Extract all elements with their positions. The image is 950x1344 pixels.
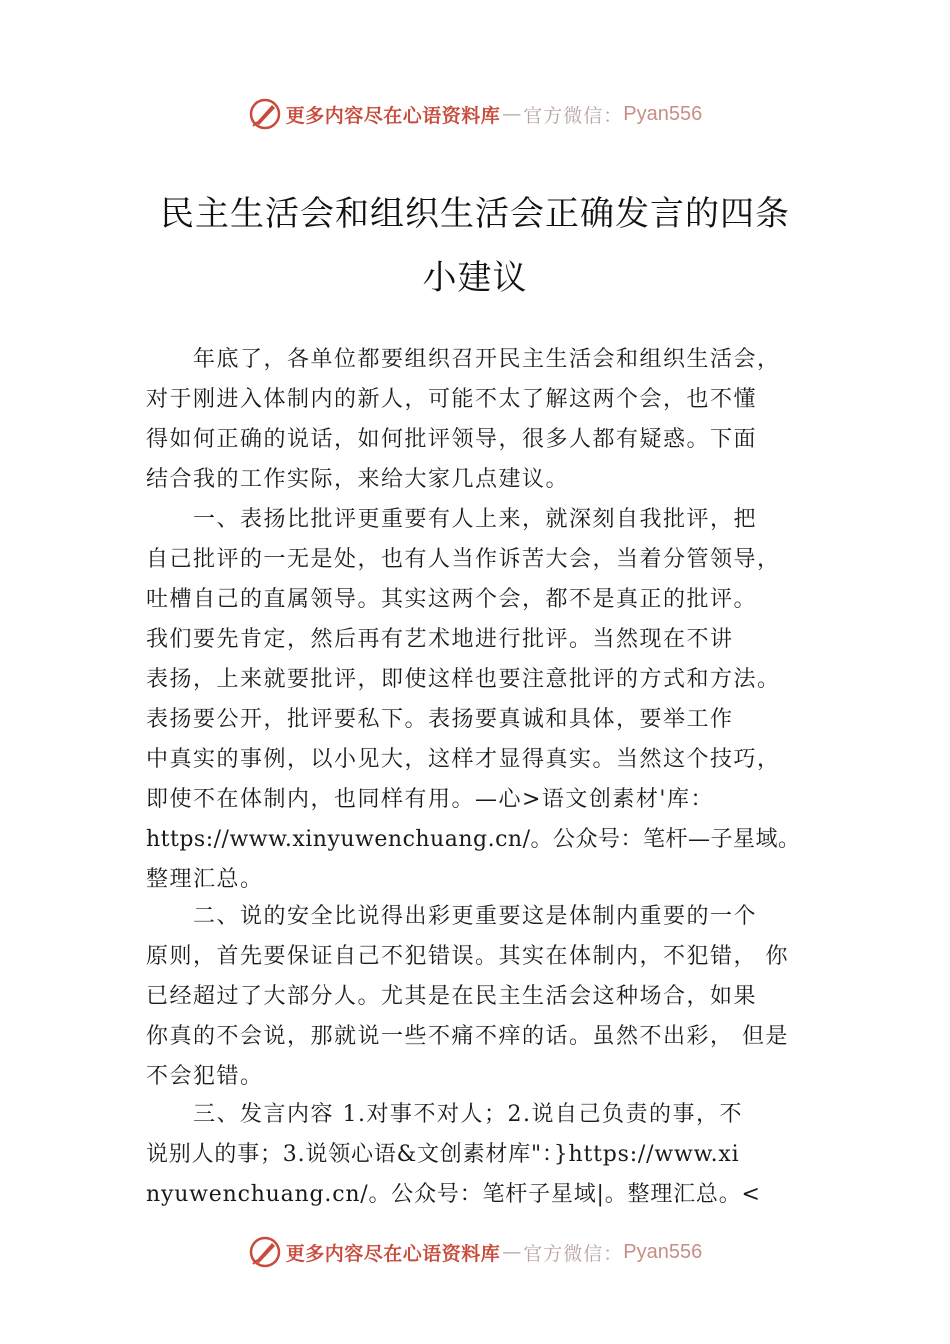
- quill-logo-icon: [248, 97, 282, 131]
- header-banner: [0, 94, 950, 134]
- text-line: 表扬要公开，批评要私下。表扬要真诚和具体，要举工作: [146, 707, 734, 732]
- text-line: 三、发言内容 1.对事不对人；2.说自己负责的事，不: [146, 1102, 743, 1127]
- quill-logo-icon: [248, 1235, 282, 1269]
- text-line: 即使不在体制内，也同样有用。—心>语文创素材'库：: [146, 787, 714, 812]
- text-line: 自己批评的一无是处，也有人当作诉苦大会，当着分管领导，: [146, 547, 781, 572]
- text-line: 不会犯错。: [146, 1064, 264, 1089]
- text-line: nyuwenchuang.cn/。公众号：笔杆子星域|。整理汇总。<: [146, 1182, 761, 1207]
- text-line: 中真实的事例，以小见大，这样才显得真实。当然这个技巧，: [146, 747, 781, 772]
- paragraph-point-two: [146, 897, 836, 1097]
- paragraph-intro: [146, 340, 836, 500]
- text-line: 吐槽自己的直属领导。其实这两个会，都不是真正的批评。: [146, 587, 758, 612]
- text-line: 已经超过了大部分人。尤其是在民主生活会这种场合，如果: [146, 984, 758, 1009]
- text-line: 你真的不会说，那就说一些不痛不痒的话。虽然不出彩， 但是: [146, 1024, 789, 1049]
- text-line: 对于刚进入体制内的新人，可能不太了解这两个会，也不懂: [146, 387, 758, 412]
- text-line: 说别人的事；3.说领心语&文创素材库"：}https://www.xi: [146, 1142, 740, 1167]
- text-line: 年底了，各单位都要组织召开民主生活会和组织生活会，: [146, 347, 781, 372]
- text-line: https://www.xinyuwenchuang.cn/。公众号：笔杆—子星域。: [146, 827, 801, 852]
- banner-wechat-id: Pyan556: [623, 102, 703, 125]
- banner-dash: —: [502, 1241, 522, 1263]
- banner-wechat-label: 官方微信：: [523, 104, 624, 127]
- text-line: 我们要先肯定，然后再有艺术地进行批评。当然现在不讲: [146, 627, 734, 652]
- banner-main-text: 更多内容尽在心语资料库: [285, 104, 501, 127]
- text-line: 结合我的工作实际，来给大家几点建议。: [146, 467, 570, 492]
- text-line: 得如何正确的说话，如何批评领导，很多人都有疑惑。下面: [146, 427, 758, 452]
- text-line: 二、说的安全比说得出彩更重要这是体制内重要的一个: [146, 904, 758, 929]
- text-line: 一、表扬比批评更重要有人上来，就深刻自我批评，把: [146, 507, 758, 532]
- paragraph-point-one: [146, 500, 836, 900]
- page-title-line-1: 民主生活会和组织生活会正确发言的四条: [160, 194, 790, 234]
- banner-wechat-label: 官方微信：: [523, 1242, 624, 1265]
- text-line: 整理汇总。: [146, 867, 264, 892]
- text-line: 原则，首先要保证自己不犯错误。其实在体制内，不犯错， 你: [146, 944, 789, 969]
- banner-main-text: 更多内容尽在心语资料库: [285, 1242, 501, 1265]
- banner-dash: —: [502, 103, 522, 125]
- page-title-line-2: 小建议: [422, 258, 528, 298]
- banner-wechat-id: Pyan556: [623, 1240, 703, 1263]
- text-line: 表扬，上来就要批评，即使这样也要注意批评的方式和方法。: [146, 667, 781, 692]
- paragraph-point-three: [146, 1095, 836, 1215]
- footer-banner: [0, 1232, 950, 1272]
